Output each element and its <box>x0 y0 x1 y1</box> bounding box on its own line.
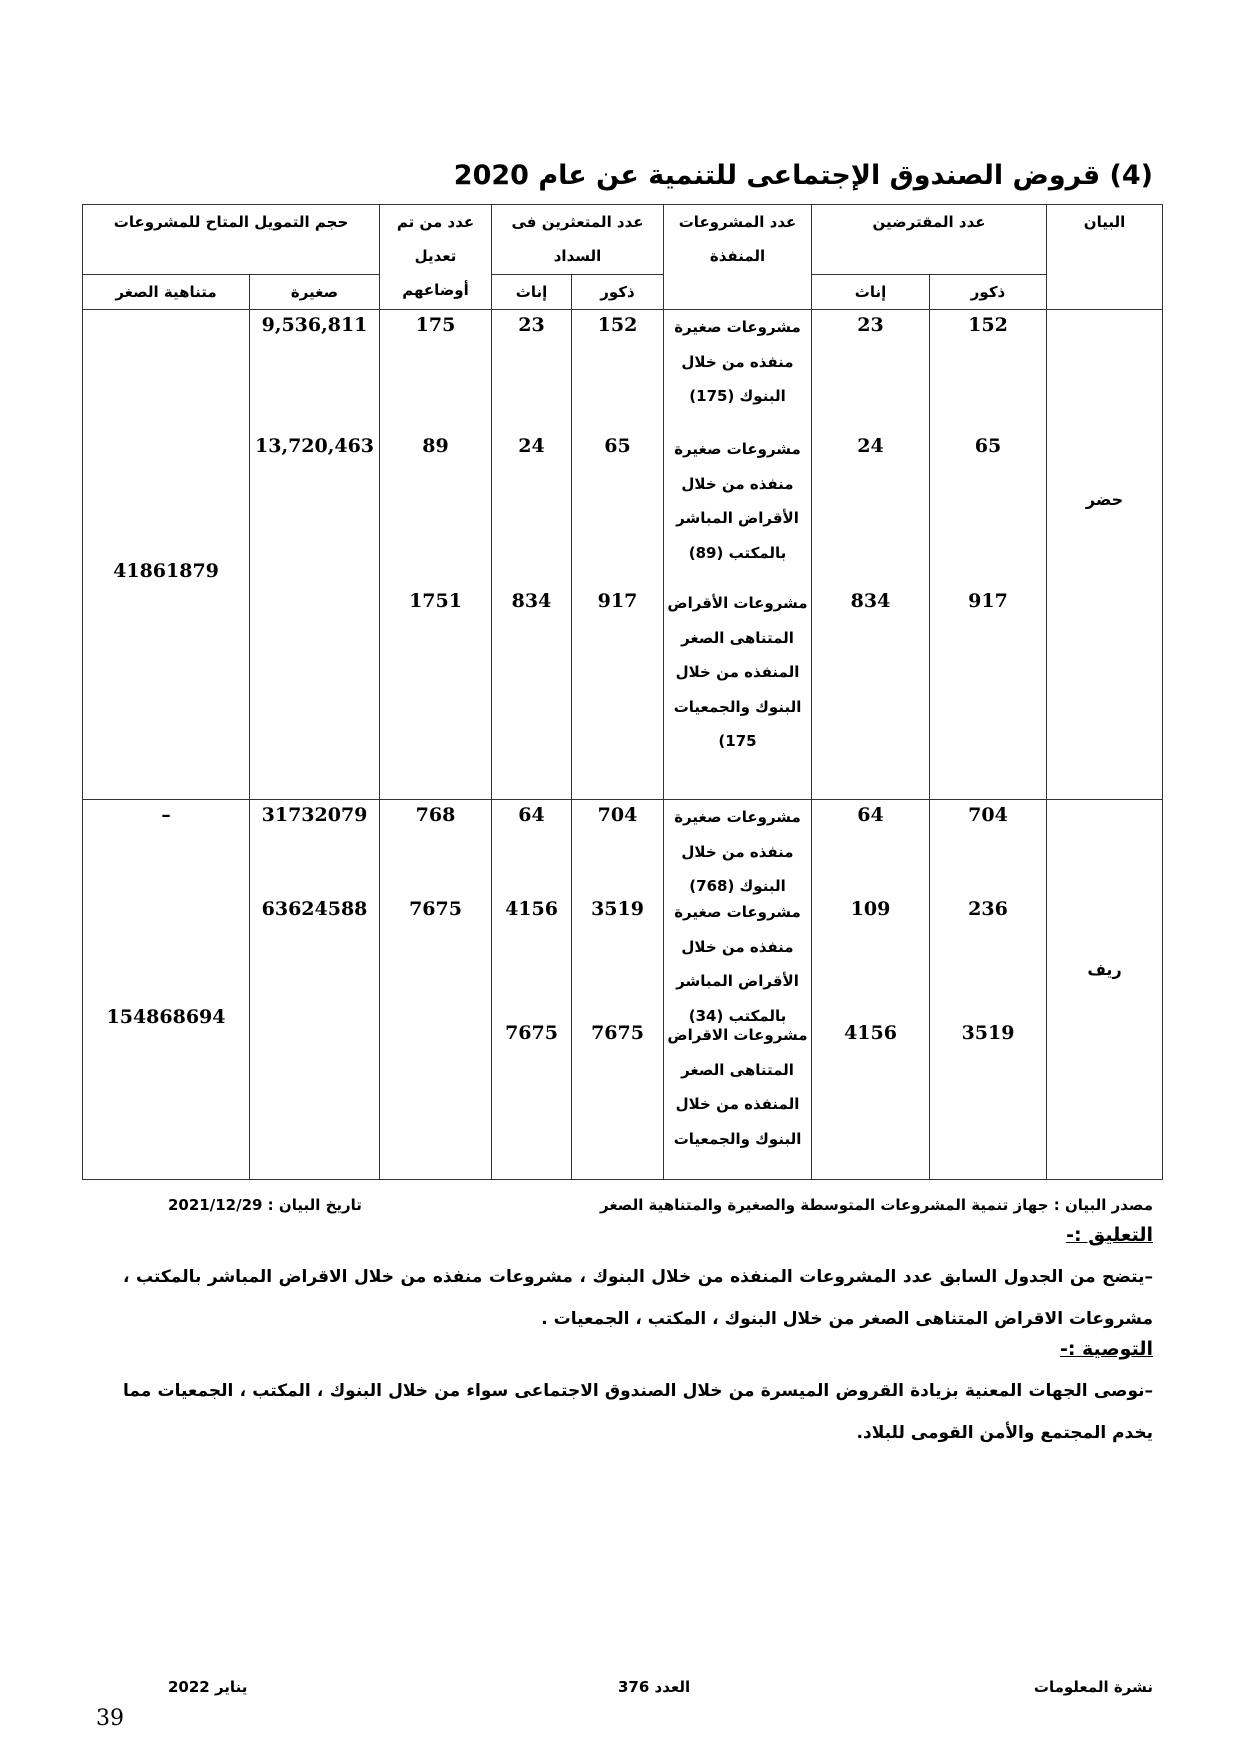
rural-r3-dm: 7675 <box>591 1022 644 1044</box>
footer-date: يناير 2022 <box>168 1678 248 1696</box>
urban-micro-total: 41861879 <box>113 560 219 582</box>
rural-modified <box>380 800 492 1180</box>
rural-r1-df: 64 <box>518 804 545 826</box>
loans-table <box>82 204 1163 1180</box>
rural-r1-bf: 64 <box>857 804 884 826</box>
header-borrowers-males: ذكور <box>930 275 1047 310</box>
urban-label-cell <box>1047 310 1163 800</box>
page-title: (4) قروض الصندوق الإجتماعى للتنمية عن عام 2020 <box>453 160 1153 191</box>
urban-r2-df: 24 <box>518 435 545 457</box>
header-funding-micro: متناهية الصغر <box>83 275 250 310</box>
urban-r1-bm: 152 <box>968 314 1008 336</box>
urban-r2-mod: 89 <box>422 435 449 457</box>
rural-r1-mod: 768 <box>415 804 456 826</box>
rural-micro-total: 154868694 <box>106 1006 226 1028</box>
urban-r2-bm: 65 <box>974 435 1002 457</box>
rural-r2-mod: 7675 <box>409 898 462 920</box>
header-funding-small: صغيرة <box>250 275 380 310</box>
urban-defaulters-males <box>572 310 664 800</box>
urban-r2-desc: مشروعات صغيرة منفذه من خلال الأقراض المباشر بالمكتب (89) <box>674 440 801 562</box>
rural-r2-df: 4156 <box>505 898 558 920</box>
rural-defaulters-males <box>572 800 664 1180</box>
urban-micro <box>83 310 250 800</box>
rural-projects <box>664 800 812 1180</box>
header-projects: عدد المشروعات المنفذة <box>664 205 812 310</box>
urban-r1-desc: مشروعات صغيرة منفذه من خلال البنوك (175) <box>674 318 801 405</box>
urban-r2-dm: 65 <box>604 435 631 457</box>
rural-r1-desc: مشروعات صغيرة منفذه من خلال البنوك (768) <box>674 808 801 895</box>
rural-defaulters-females <box>492 800 572 1180</box>
urban-borrowers-females <box>812 310 930 800</box>
urban-r2-small: 13,720,463 <box>255 435 375 457</box>
urban-projects <box>664 310 812 800</box>
header-modified: عدد من تم تعديل أوضاعهم <box>380 205 492 310</box>
urban-r1-dm: 152 <box>597 314 638 336</box>
recommend-heading: التوصية :- <box>1059 1338 1153 1360</box>
urban-small <box>250 310 380 800</box>
urban-r3-dm: 917 <box>597 590 638 612</box>
page-number: 39 <box>96 1706 124 1731</box>
rural-label: ريف <box>1087 960 1122 979</box>
urban-label: حضر <box>1085 490 1124 509</box>
rural-r2-dm: 3519 <box>591 898 644 920</box>
rural-borrowers-males <box>930 800 1047 1180</box>
comment-heading: التعليق :- <box>1066 1224 1153 1246</box>
rural-r3-bf: 4156 <box>844 1022 897 1044</box>
urban-r3-bm: 917 <box>968 590 1008 612</box>
footer-publication: نشرة المعلومات <box>1033 1678 1153 1696</box>
urban-r1-df: 23 <box>518 314 545 336</box>
header-defaulters: عدد المتعثرين فى السداد <box>492 205 664 275</box>
urban-r3-desc: مشروعات الأقراض المتناهى الصغر المنفذه من خلال البنوك والجمعيات 175) <box>667 594 808 750</box>
header-funding: حجم التمويل المتاح للمشروعات <box>83 205 380 275</box>
rural-label-cell <box>1047 800 1163 1180</box>
footer-issue: العدد 376 <box>618 1678 691 1696</box>
rural-r3-desc: مشروعات الاقراض المتناهى الصغر المنفذه من خلال البنوك والجمعيات <box>667 1026 808 1148</box>
comment-text: –يتضح من الجدول السابق عدد المشروعات المنفذه من خلال البنوك ، مشروعات منفذه من خلال الاقراض المباشر بالمكتب ، مشروعات الاقراض المتناهى الصغر من خلال البنوك ، المكتب ، الجمعيات . <box>123 1267 1153 1329</box>
urban-section <box>83 310 1163 800</box>
urban-r2-bf: 24 <box>857 435 884 457</box>
rural-micro-dash: – <box>161 804 171 826</box>
date-note: تاريخ البيان : 2021/12/29 <box>168 1196 362 1214</box>
rural-r3-df: 7675 <box>505 1022 558 1044</box>
urban-defaulters-females <box>492 310 572 800</box>
recommend-text: –نوصى الجهات المعنية بزيادة القروض الميسرة من خلال الصندوق الاجتماعى سواء من خلال البنوك ، المكتب ، الجمعيات مما يخدم المجتمع والأمن القومى للبلاد. <box>123 1381 1153 1443</box>
source-note: مصدر البيان : جهاز تنمية المشروعات المتوسطة والصغيرة والمتناهية الصغر <box>599 1196 1153 1214</box>
rural-borrowers-females <box>812 800 930 1180</box>
urban-r1-small: 9,536,811 <box>261 314 368 336</box>
header-defaulters-females: إناث <box>492 275 572 310</box>
rural-r2-desc: مشروعات صغيرة منفذه من خلال الأقراض المباشر بالمكتب (34) <box>674 903 801 1025</box>
header-borrowers-females: إناث <box>812 275 930 310</box>
rural-section <box>83 800 1163 1180</box>
urban-r1-bf: 23 <box>857 314 884 336</box>
urban-r3-bf: 834 <box>850 590 891 612</box>
header-borrowers: عدد المقترضين <box>812 205 1047 275</box>
urban-r1-mod: 175 <box>415 314 456 336</box>
rural-r1-small: 31732079 <box>261 804 368 826</box>
rural-micro <box>83 800 250 1180</box>
rural-r2-bm: 236 <box>968 898 1008 920</box>
rural-r1-bm: 704 <box>968 804 1008 826</box>
header-defaulters-males: ذكور <box>572 275 664 310</box>
rural-r1-dm: 704 <box>597 804 638 826</box>
urban-modified <box>380 310 492 800</box>
rural-r3-bm: 3519 <box>961 1022 1015 1044</box>
rural-r2-bf: 109 <box>850 898 891 920</box>
urban-r3-df: 834 <box>511 590 552 612</box>
urban-r3-mod: 1751 <box>409 590 462 612</box>
rural-small <box>250 800 380 1180</box>
urban-borrowers-males <box>930 310 1047 800</box>
rural-r2-small: 63624588 <box>261 898 368 920</box>
header-bayan: البيان <box>1047 205 1163 310</box>
